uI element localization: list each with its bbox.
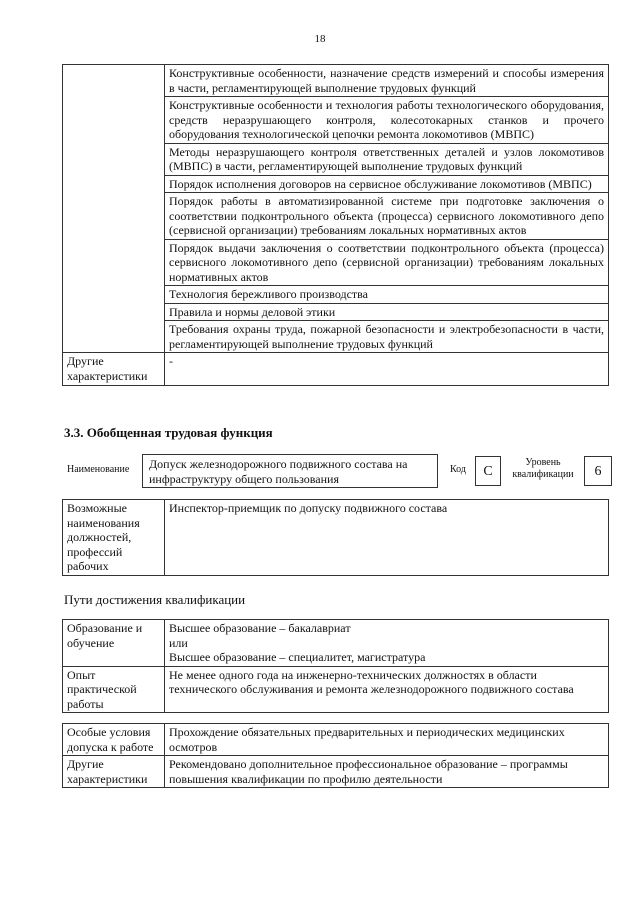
empty-label-cell [63, 65, 165, 353]
experience-label: Опыт практической работы [63, 666, 165, 713]
table-row [63, 353, 609, 386]
other-characteristics-value: - [165, 353, 609, 386]
code-label: Код [450, 464, 466, 475]
level-label [508, 457, 578, 481]
other-characteristics-value: Рекомендовано дополнительное профессиональное образование – программы повышения квалификации по профилю деятельности [165, 756, 609, 788]
table-row [63, 620, 609, 667]
conditions-table [62, 723, 609, 788]
education-line: Высшее образование – специалитет, магистратура [169, 650, 426, 664]
table-row [63, 65, 609, 97]
other-characteristics-label: Другие характеристики [63, 353, 165, 386]
requirement-item: Порядок исполнения договоров на сервисное обслуживание локомотивов (МВПС) [165, 175, 609, 193]
education-label: Образование и обучение [63, 620, 165, 667]
requirement-item: Методы неразрушающего контроля ответственных деталей и узлов локомотивов (МВПС) в части, регламентирующей выполнение трудовых функций [165, 143, 609, 175]
requirement-item: Технология бережливого производства [165, 286, 609, 304]
requirement-item: Требования охраны труда, пожарной безопасности и электробезопасности в части, регламентирующей выполнение трудовых функций [165, 321, 609, 353]
education-table [62, 619, 609, 713]
education-value [165, 620, 609, 667]
education-line: Высшее образование – бакалавриат [169, 621, 351, 635]
positions-table [62, 499, 609, 576]
qualification-level-box: 6 [584, 456, 612, 486]
requirement-item: Порядок выдачи заключения о соответствии подконтрольного объекта (процесса) сервисного локомотивного депо (сервисной организации) требованиям локальных нормативных актов [165, 239, 609, 286]
experience-value: Не менее одного года на инженерно-технических должностях в области технического обслуживания и ремонта железнодорожного подвижного состава [165, 666, 609, 713]
function-name-box: Допуск железнодорожного подвижного состава на инфраструктуру общего пользования [142, 454, 438, 488]
function-code-box: C [475, 456, 501, 486]
special-conditions-label: Особые условия допуска к работе [63, 724, 165, 756]
table-row [63, 500, 609, 576]
special-conditions-value: Прохождение обязательных предварительных и периодических медицинских осмотров [165, 724, 609, 756]
level-label-line: Уровень [525, 457, 561, 468]
table-row [63, 724, 609, 756]
positions-label: Возможные наименования должностей, профессий рабочих [63, 500, 165, 576]
requirement-item: Конструктивные особенности, назначение средств измерений и способы измерения в части, регламентирующей выполнение трудовых функций [165, 65, 609, 97]
level-label-line: квалификации [512, 469, 574, 480]
table-row [63, 666, 609, 713]
table-row [63, 756, 609, 788]
qualification-paths-title: Пути достижения квалификации [64, 592, 246, 607]
page-number: 18 [314, 33, 326, 45]
section-title: 3.3. Обобщенная трудовая функция [64, 425, 273, 440]
generalized-function-header [62, 454, 612, 490]
education-line: или [169, 635, 188, 650]
requirement-item: Правила и нормы деловой этики [165, 303, 609, 321]
other-characteristics-label: Другие характеристики [63, 756, 165, 788]
positions-value: Инспектор-приемщик по допуску подвижного состава [165, 500, 609, 576]
knowledge-requirements-table [62, 64, 609, 386]
requirement-item: Порядок работы в автоматизированной системе при подготовке заключения о соответствии подконтрольного объекта (процесса) сервисного локомотивного депо (сервисной организации) требованиям локальных нормативных актов [165, 193, 609, 240]
requirement-item: Конструктивные особенности и технология работы технологического оборудования, средств неразрушающего контроля, колесотокарных станков и прочего оборудования технологической цепочки ремонта локомотивов (МВПС) [165, 97, 609, 144]
name-label: Наименование [67, 464, 130, 475]
